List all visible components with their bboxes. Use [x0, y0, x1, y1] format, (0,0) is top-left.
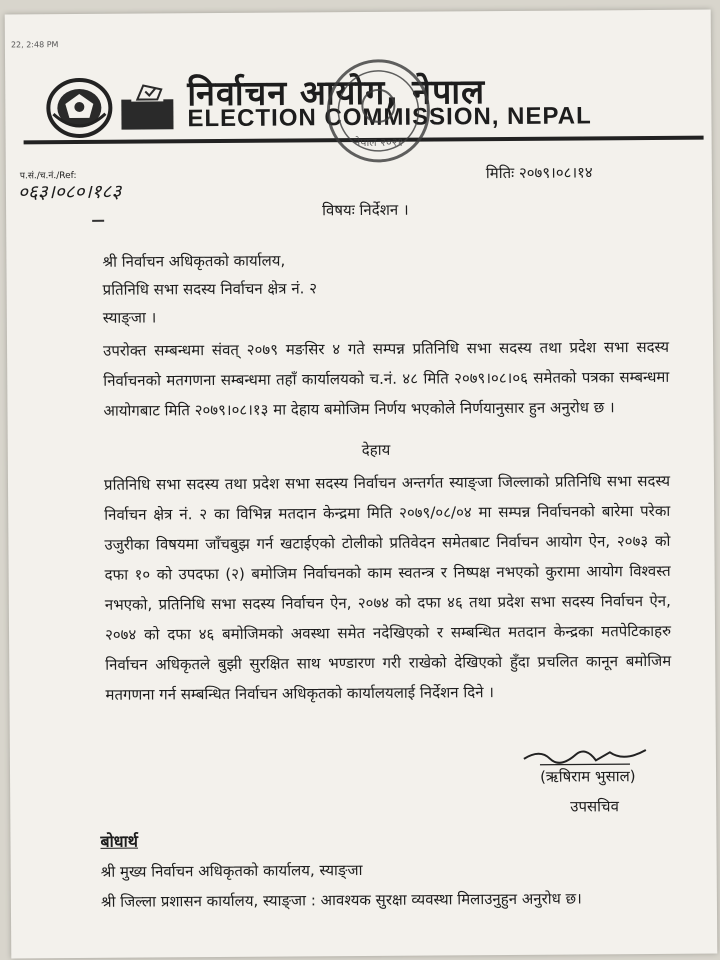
body-paragraph-1: उपरोक्त सम्बन्धमा संवत् २०७९ मङसिर ४ गते सम्पन्न प्रतिनिधि सभा सदस्य तथा प्रदेश सभा सदस्य निर्वाचनको मतगणना सम्बन्धमा तहाँ कार्यालयको च.नं. ४८ मिति २०७९।०८।०६ समेतको पत्रका सम्बन्धमा आयोगबाट मिति २०७९।०८।१३ मा देहाय बमोजिम निर्णय भएकोले निर्णयानुसार हुन अनुरोध छ । [103, 337, 670, 420]
nepal-emblem-icon [45, 74, 113, 138]
decision-heading: देहाय [361, 440, 391, 459]
reference-number: ०६३।०८०।१८३ [17, 180, 122, 204]
margin-mark [92, 220, 104, 222]
cc-line-2: श्री जिल्ला प्रशासन कार्यालय, स्याङ्जा : आवश्यक सुरक्षा व्यवस्था मिलाउनुहुन अनुरोध छ। [100, 889, 582, 911]
print-timestamp: 22, 2:48 PM [10, 40, 59, 50]
title-nepali: निर्वाचन आयोग, नेपाल [187, 72, 486, 115]
letter-page [5, 10, 718, 959]
addressee-line-3: स्याङ्जा । [102, 308, 157, 327]
body-paragraph-2: प्रतिनिधि सभा सदस्य तथा प्रदेश सभा सदस्य निर्वाचन अन्तर्गत स्याङ्जा जिल्लाको प्रतिनिधि सभा सदस्य निर्वाचन क्षेत्र नं. २ का विभिन्न मतदान केन्द्रमा मिति २०७९/०८/०४ मा सम्पन्न निर्वाचनको बारेमा परेका उजुरीका विषयमा जाँचबुझ गर्न खटाईएको टोलीको प्रतिवेदन समेतबाट निर्वाचन आयोग ऐन, २०७३ को दफा १० को उपदफा (२) बमोजिम निर्वाचनको काम स्वतन्त्र र निष्पक्ष नभएको कुरामा आयोग विश्वस्त नभएको, प्रतिनिधि सभा सदस्य निर्वाचन ऐन, २०७४ को दफा ४६ तथा प्रदेश सभा सदस्य निर्वाचन ऐन, २०७४ को दफा ४६ बमोजिमको अवस्था समेत नदेखिएको र सम्बन्धित मतदान केन्द्रका मतपेटिकाहरु निर्वाचन अधिकृतले बुझी सुरक्षित साथ भण्डारण गरी राखेको देखिएको हुँदा प्रचलित कानून बमोजिम मतगणना गर्न सम्बन्धित निर्वाचन अधिकृतको कार्यालयलाई निर्देशन दिने । [103, 471, 672, 704]
addressee-line-1: श्री निर्वाचन अधिकृतको कार्यालय, [102, 251, 286, 271]
reference-label: प.सं./च.नं./Ref: [19, 170, 77, 182]
addressee-line-2: प्रतिनिधि सभा सदस्य निर्वाचन क्षेत्र नं. २ [102, 279, 318, 299]
title-english: ELECTION COMMISSION, NEPAL [187, 102, 592, 133]
signatory-designation: उपसचिव [570, 797, 619, 816]
office-seal-icon [323, 55, 434, 166]
seal-text: नेपाल २०२१ [354, 135, 404, 150]
letter-date: मितिः २०७९।०८।१४ [485, 163, 593, 183]
subject-line: विषयः निर्देशन । [322, 200, 409, 220]
cc-line-1: श्री मुख्य निर्वाचन अधिकृतको कार्यालय, स्याङ्जा [100, 860, 363, 881]
cc-heading: बोधार्थ [100, 831, 139, 851]
signatory-name: (ऋषिराम भुसाल) [539, 767, 636, 786]
letterhead [23, 66, 704, 150]
ballot-box-icon [117, 83, 177, 131]
